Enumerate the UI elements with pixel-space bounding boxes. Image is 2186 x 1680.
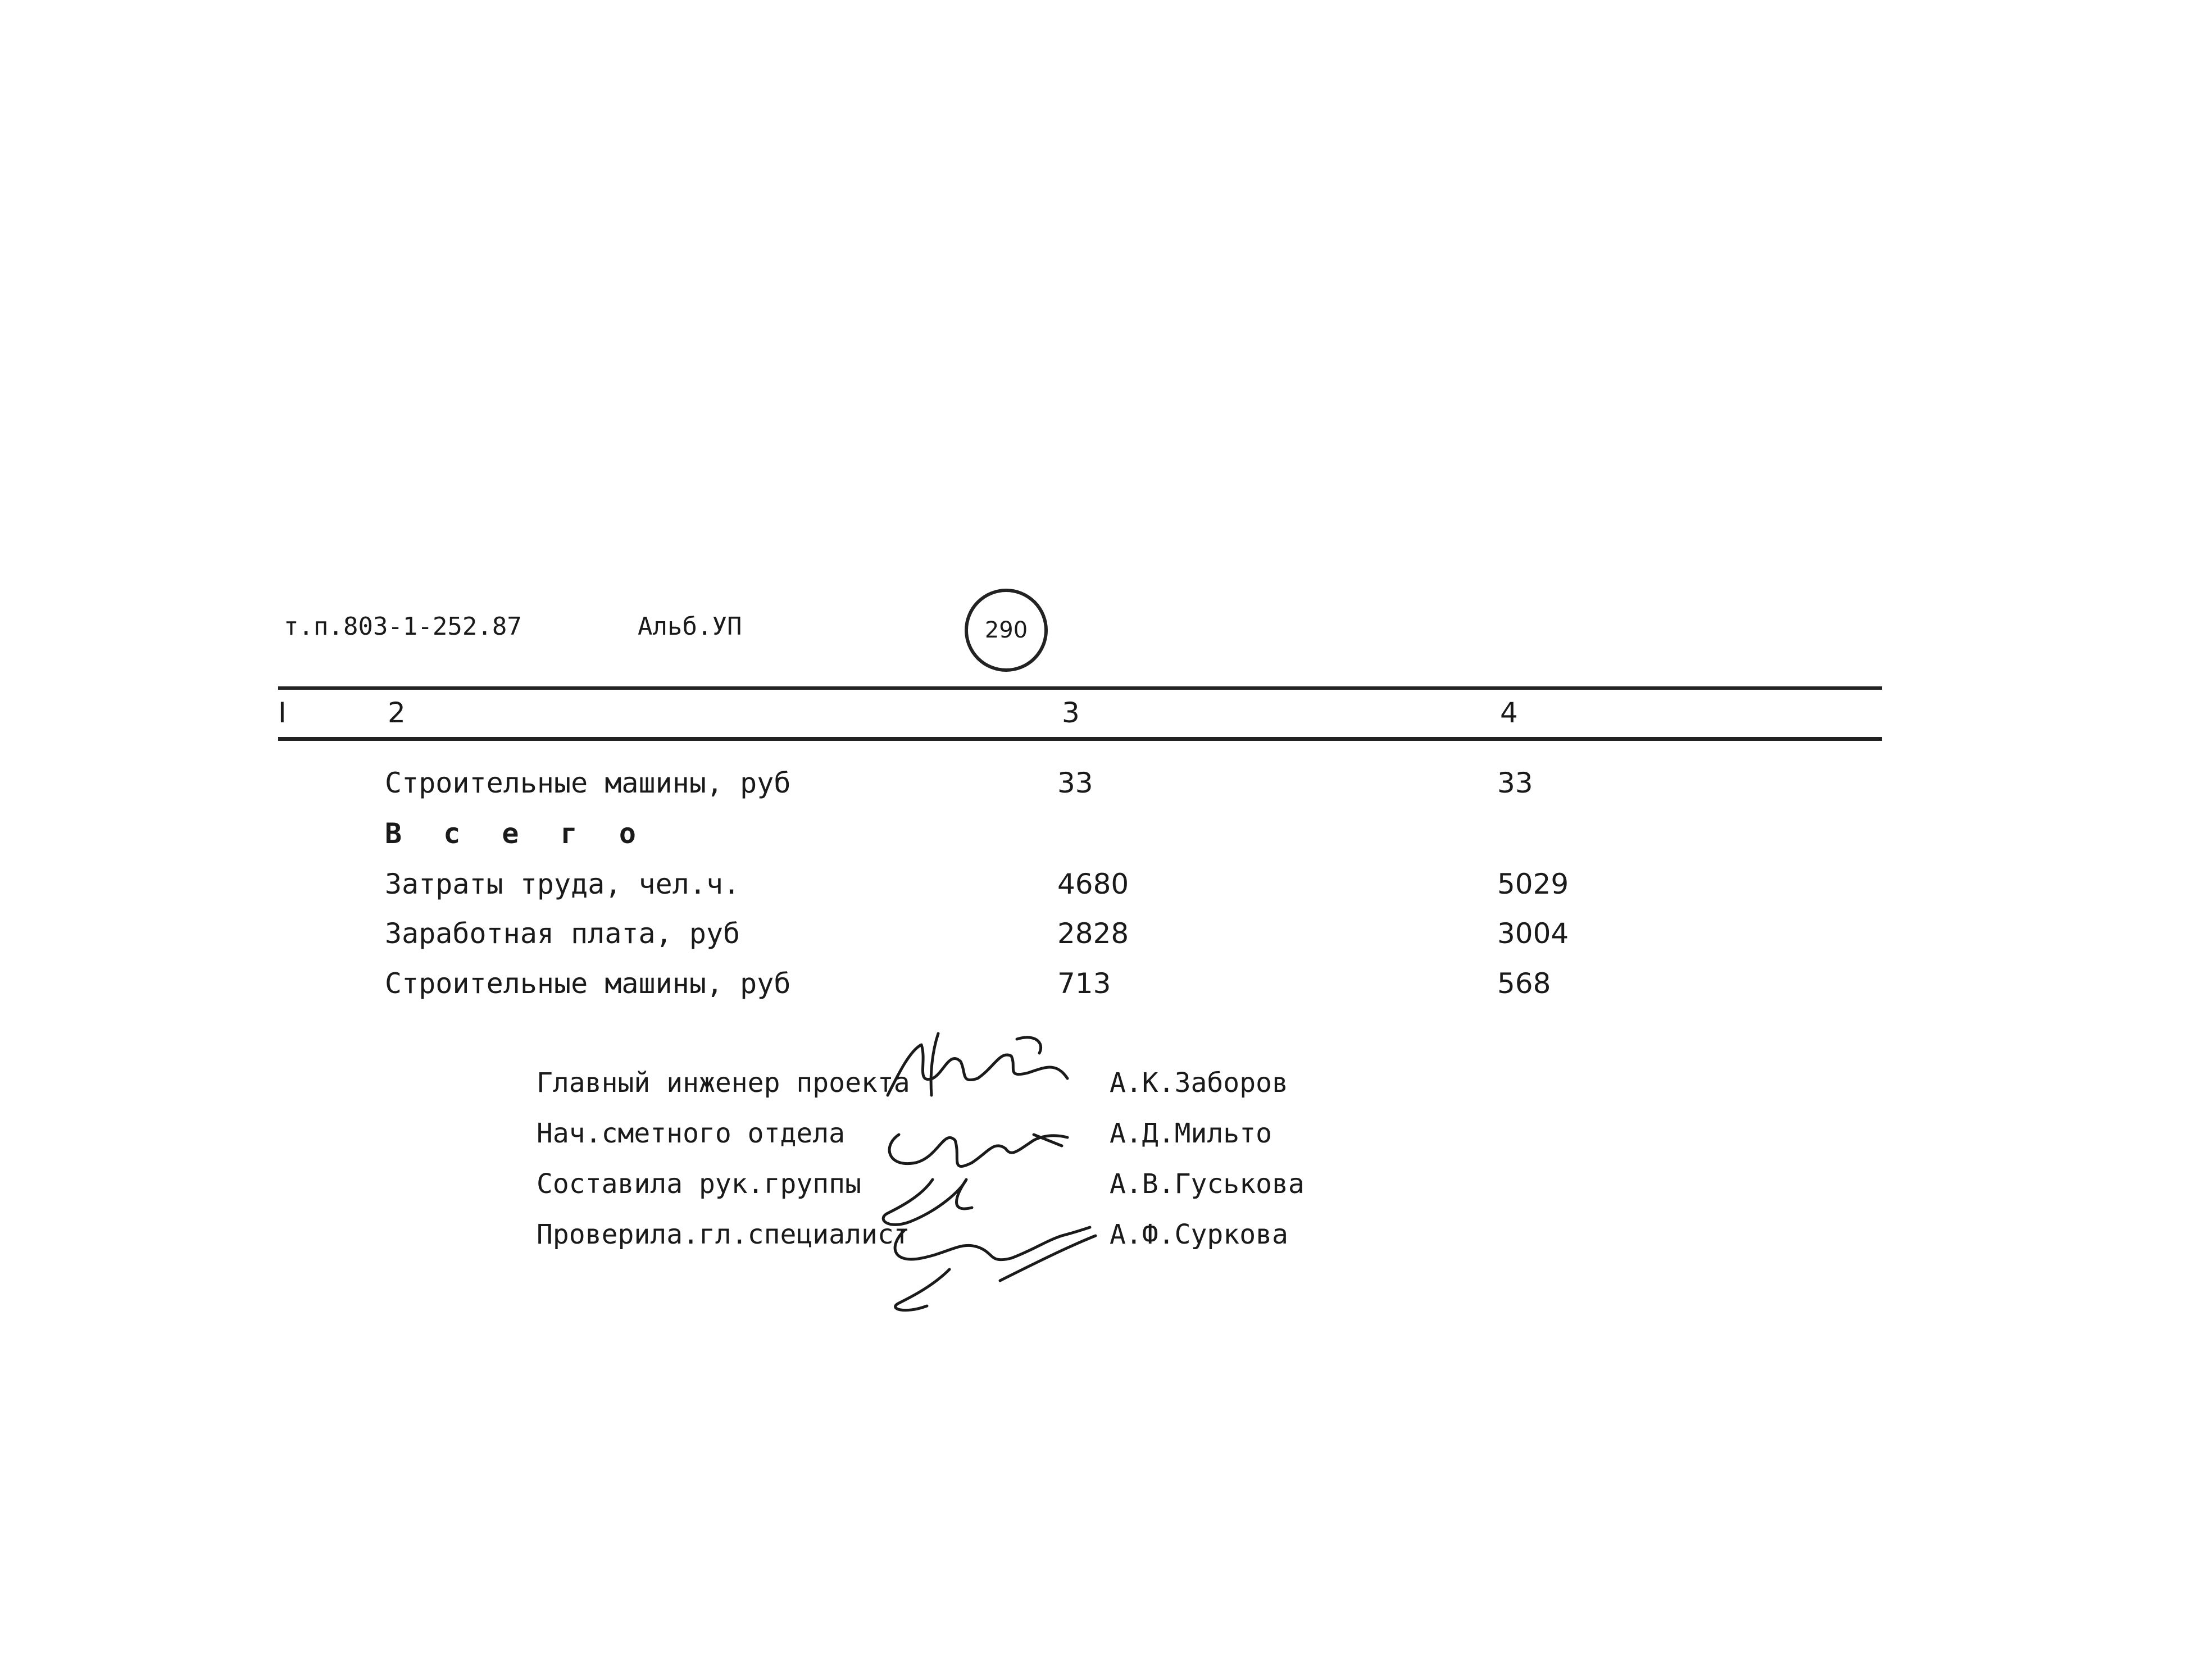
- row-label: Строительные машины, руб: [385, 967, 791, 1000]
- row-label-total: В с е г о: [385, 817, 648, 850]
- table-top-rule: [278, 686, 1882, 690]
- table-row: [0, 817, 2186, 868]
- table-row: [0, 767, 2186, 817]
- row-label: Заработная плата, руб: [385, 917, 740, 950]
- row-label: Строительные машины, руб: [385, 767, 791, 799]
- row-value-col3: 2828: [1057, 917, 1129, 950]
- column-number-3: 3: [1062, 696, 1080, 729]
- row-value-col3: 713: [1057, 967, 1111, 1000]
- document-code: т.п.803-1-252.87: [284, 612, 522, 641]
- row-label: Затраты труда, чел.ч.: [385, 868, 740, 900]
- row-value-col4: 5029: [1497, 868, 1569, 900]
- row-value-col4: 33: [1497, 767, 1533, 799]
- table-header-rule: [278, 737, 1882, 741]
- signature-role: Составила рук.группы: [537, 1168, 861, 1200]
- column-number-1: I: [278, 696, 287, 729]
- table-row: [0, 917, 2186, 968]
- signature-role: Главный инженер проекта: [537, 1067, 910, 1099]
- album-label: Альб.УП: [638, 612, 742, 641]
- column-number-4: 4: [1500, 696, 1518, 729]
- page-number-stamp: [965, 589, 1048, 672]
- signature-name: А.Д.Мильто: [1110, 1118, 1272, 1149]
- table-row: [0, 967, 2186, 1018]
- table-row: [0, 868, 2186, 918]
- signature-role: Проверила.гл.специалист: [537, 1219, 910, 1250]
- row-value-col3: 4680: [1057, 868, 1129, 900]
- row-value-col4: 568: [1497, 967, 1551, 1000]
- column-number-2: 2: [388, 696, 406, 729]
- signature-name: А.К.Заборов: [1110, 1067, 1288, 1099]
- row-value-col4: 3004: [1497, 917, 1569, 950]
- page-number: 290: [984, 617, 1028, 643]
- signature-name: А.Ф.Суркова: [1110, 1219, 1288, 1250]
- signature-role: Нач.сметного отдела: [537, 1118, 846, 1149]
- row-value-col3: 33: [1057, 767, 1093, 799]
- signature-name: А.В.Гуськова: [1110, 1168, 1305, 1200]
- handwritten-signatures: [865, 1028, 1124, 1320]
